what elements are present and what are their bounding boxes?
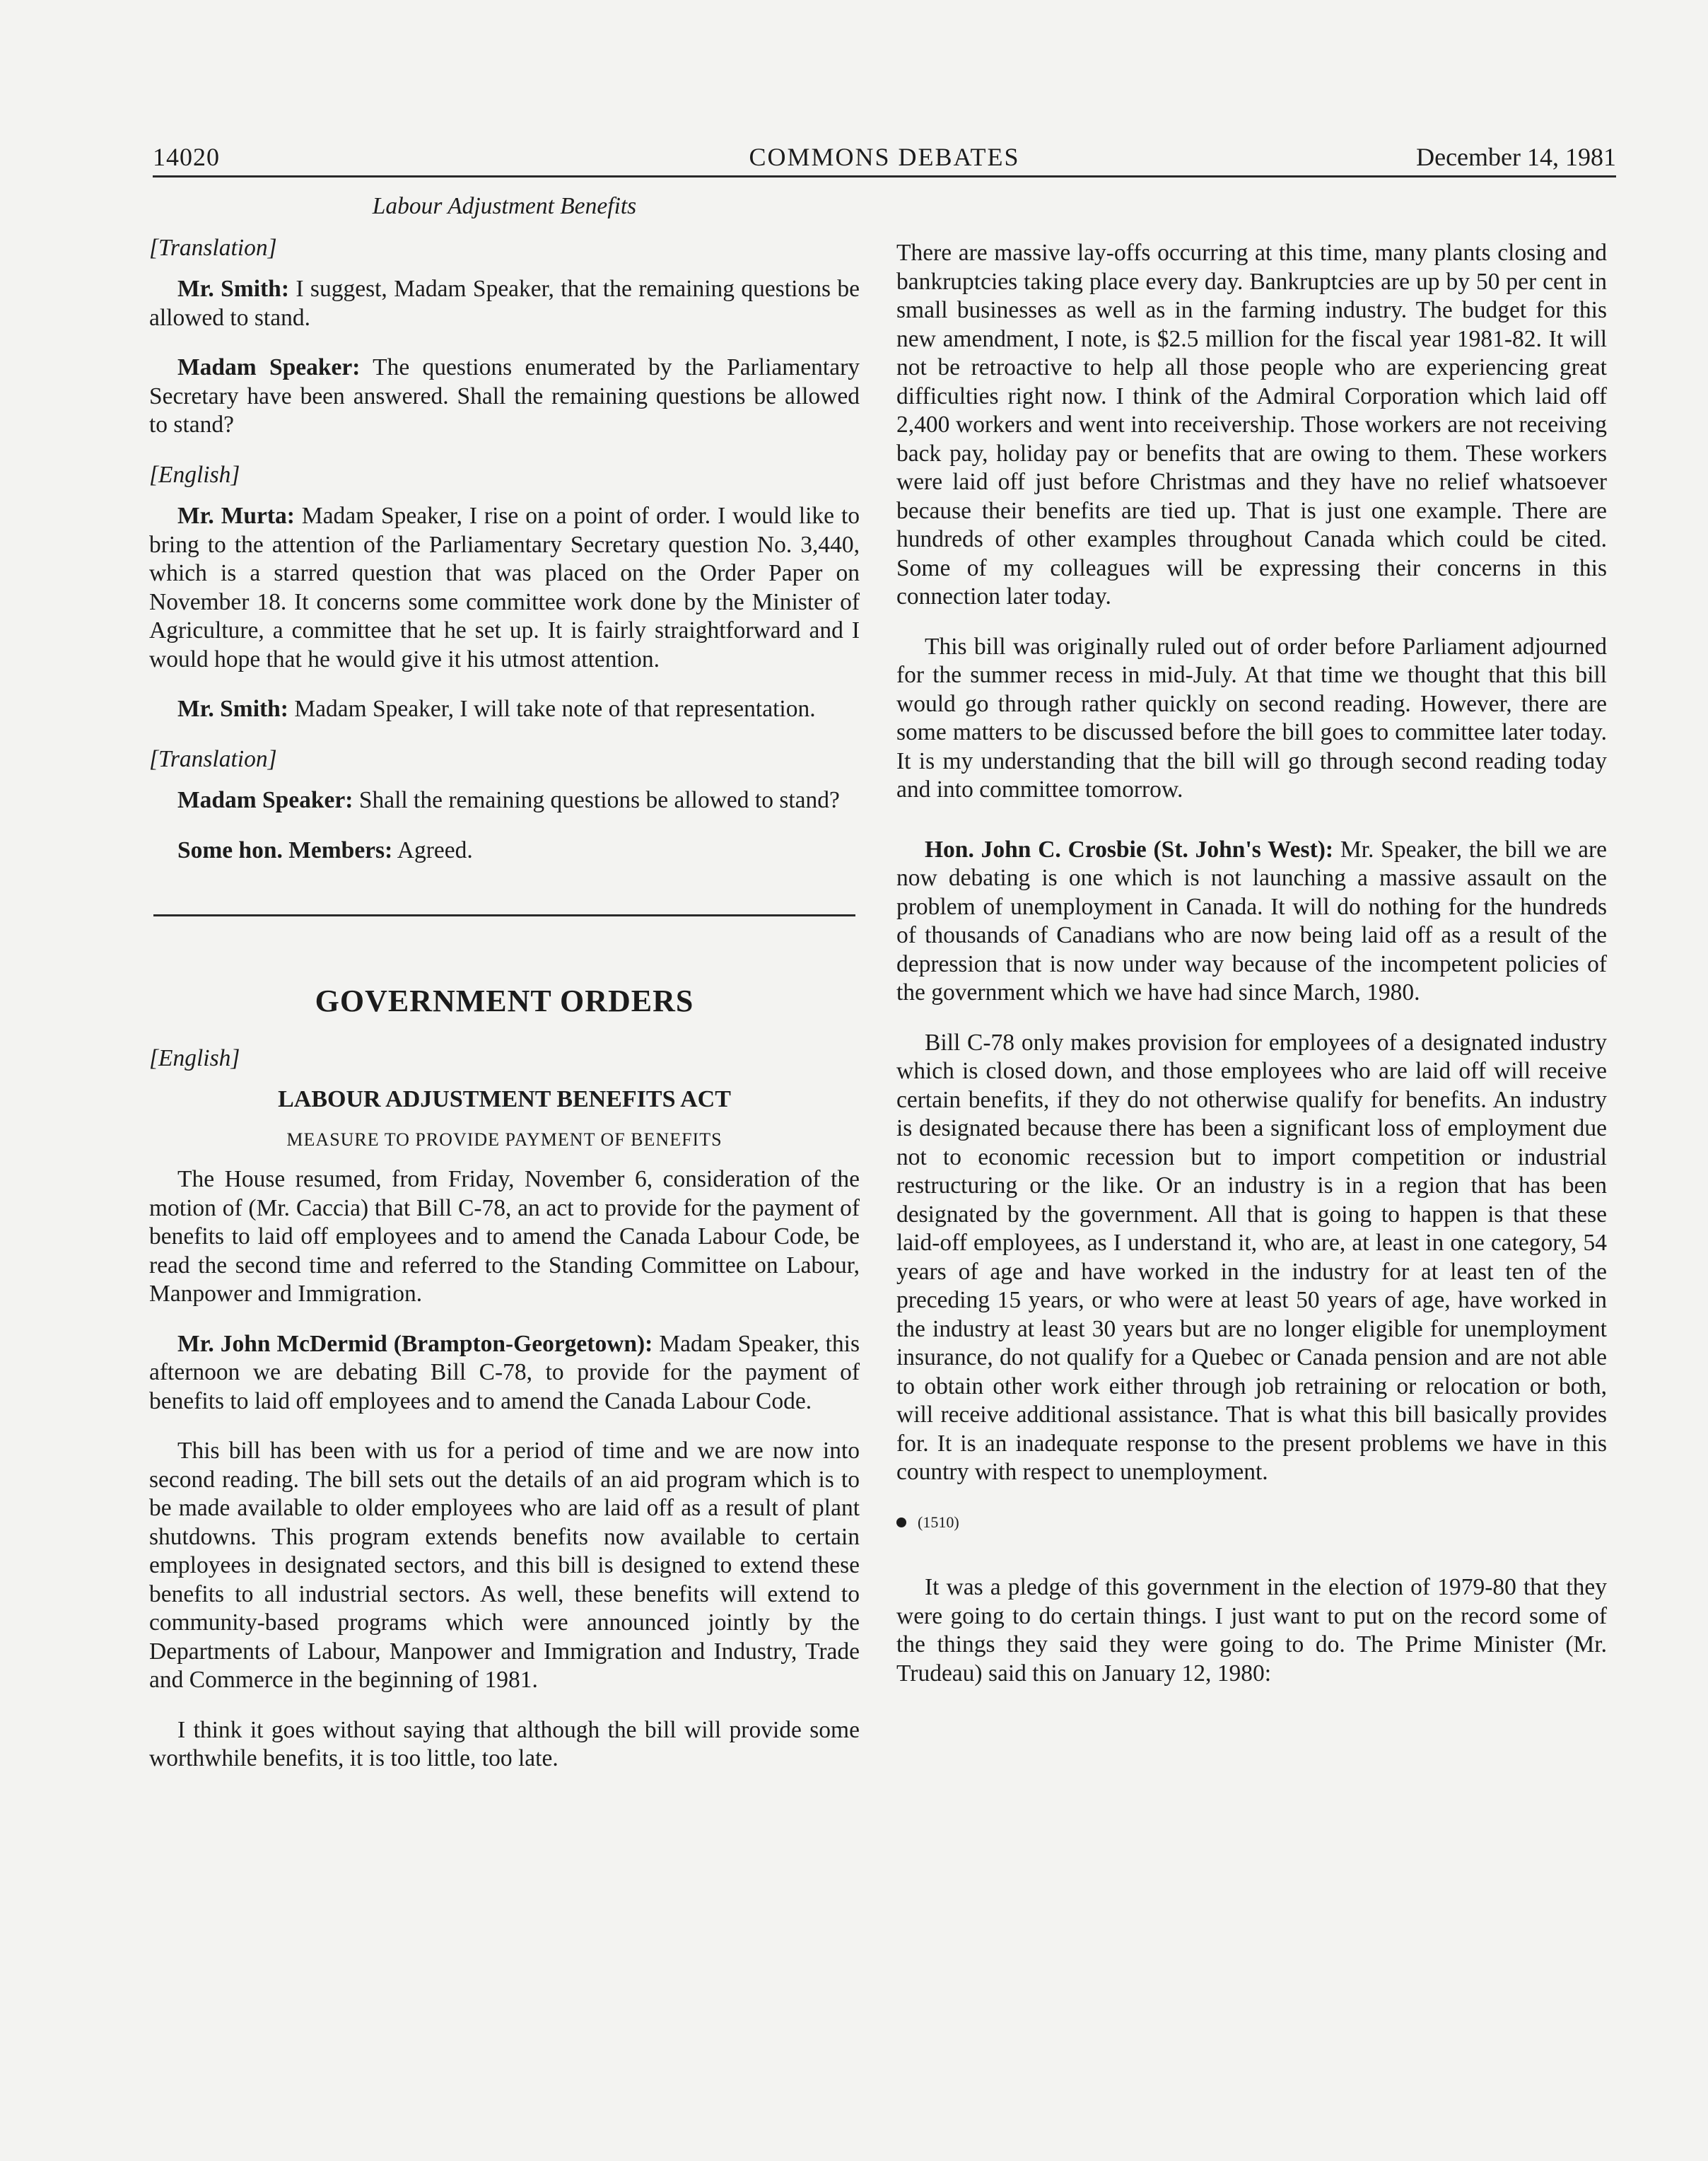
speech-paragraph: There are massive lay-offs occurring at this time, many plants closing and bankruptcies taking place every day. Bankruptcies are up by 50 per cent in small businesses as well as in the farming industry. The budget for this new amendment, I note, is $2.5 million for the fiscal year 1981-82. It will not be retroactive to help all those people who are experiencing great difficulties right now. I think of the Admiral Corporation which laid off 2,400 workers and went into receivership. Those workers are not receiving back pay, holiday pay or benefits that are owing to them. These workers were laid off just before Christmas and they have no relief whatsoever because their benefits are tied up. That is just one example. There are hundreds of other examples throughout Canada which could be cited. Some of my colleagues will be expressing their concerns in this connection later today.	[896, 240, 1607, 610]
speech-text: Mr. Speaker, the bill we are now debating is one which is not launching a massive assault on the problem of unemployment in Canada. It will do nothing for the hundreds of thousands of Canadians who are now being laid off as a result of the depression that is now under way because of the incompetent policies of the government which we have had since March, 1980.	[896, 836, 1607, 1006]
publication-title: COMMONS DEBATES	[749, 143, 1020, 171]
speech-paragraph	[149, 1330, 860, 1416]
bullet-icon	[896, 1518, 906, 1527]
motion-paragraph: The House resumed, from Friday, November 6, consideration of the motion of (Mr. Caccia) that Bill C-78, an act to provide for the payment of benefits to laid off employees and to amend the Canada Labour Code, be read the second time and referred to the Standing Committee on Labour, Manpower and Immigration.	[149, 1166, 860, 1307]
speech-paragraph	[149, 695, 860, 724]
language-tag: [Translation]	[149, 234, 277, 261]
measure-subtitle: MEASURE TO PROVIDE PAYMENT OF BENEFITS	[286, 1129, 723, 1150]
header-rule	[153, 175, 1616, 177]
speech-text: The questions enumerated by the Parliamentary Secretary have been answered. Shall the remaining questions be allowed to stand?	[149, 354, 860, 438]
speech-text: Agreed.	[392, 837, 473, 863]
section-divider	[153, 914, 855, 916]
speaker-name: Hon. John C. Crosbie (St. John's West):	[925, 836, 1334, 863]
language-tag: [Translation]	[149, 745, 277, 772]
speaker-name: Madam Speaker:	[177, 354, 361, 380]
speech-text: Shall the remaining questions be allowed to stand?	[353, 787, 840, 813]
speech-text: I suggest, Madam Speaker, that the remaining questions be allowed to stand.	[149, 276, 860, 331]
page-date: December 14, 1981	[1416, 143, 1616, 171]
speech-paragraph	[149, 275, 860, 332]
page-number: 14020	[153, 143, 220, 171]
speaker-name: Mr. Murta:	[177, 503, 295, 529]
speech-paragraph	[149, 502, 860, 674]
left-column	[149, 192, 860, 1795]
speech-text: Madam Speaker, I will take note of that representation.	[288, 696, 816, 722]
language-tag: [English]	[149, 1044, 240, 1071]
speech-text: Madam Speaker, this afternoon we are debating Bill C-78, to provide for the payment of benefits to laid off employees and to amend the Canada Labour Code.	[149, 1330, 860, 1414]
language-tag: [English]	[149, 461, 240, 488]
section-title: GOVERNMENT ORDERS	[315, 984, 694, 1018]
speaker-name: Mr. Smith:	[177, 696, 288, 722]
topic-heading: Labour Adjustment Benefits	[372, 193, 637, 219]
speech-paragraph: Bill C-78 only makes provision for employees of a designated industry which is closed down, and those employees who are laid off will receive certain benefits, if they do not otherwise qualify for benefits. An industry is designated because there has been a significant loss of employment due not to economic recession but to import competition or industrial restructuring or the like. Or an industry is in a region that has been designated by the government. All that is going to happen is that these laid-off employees, as I understand it, who are, at least in one category, 54 years of age and have worked in the industry for at least ten of the preceding 15 years, or who were at least 50 years of age, have worked in the industry at least 30 years but are no longer eligible for unemployment insurance, do not qualify for a Quebec or Canada pension and are not able to obtain other work either through job retraining or relocation or both, will receive additional assistance. That is what this bill basically provides for. It is an inadequate response to the present problems we have in this country with respect to unemployment.	[896, 1029, 1607, 1485]
page-header	[153, 139, 1616, 175]
speaker-name: Madam Speaker:	[177, 787, 353, 813]
speech-paragraph: It was a pledge of this government in the election of 1979-80 that they were going to do certain things. I just want to put on the record some of the things they said they were going to do. The Prime Minister (Mr. Trudeau) said this on January 12, 1980:	[896, 1574, 1607, 1687]
speaker-name: Mr. Smith:	[177, 276, 289, 302]
speech-paragraph	[149, 354, 860, 440]
speaker-name: Mr. John McDermid (Brampton-Georgetown):	[177, 1330, 653, 1357]
speech-paragraph	[149, 786, 860, 815]
speech-paragraph	[149, 837, 860, 866]
time-marker	[896, 1508, 1607, 1537]
speech-paragraph: This bill has been with us for a period of time and we are now into second reading. The bill sets out the details of an aid program which is to be made available to older employees who are laid off as a result of plant shutdowns. This program extends benefits now available to certain employees in designated sectors, and this bill is designed to extend these benefits to all industrial sectors. As well, these benefits will extend to community-based programs which were announced jointly by the Departments of Labour, Manpower and Immigration and Industry, Trade and Commerce in the beginning of 1981.	[149, 1438, 860, 1693]
speaker-name: Some hon. Members:	[177, 837, 393, 863]
right-column	[896, 239, 1607, 1709]
speech-paragraph	[896, 836, 1607, 1008]
speech-text: Madam Speaker, I rise on a point of order. I would like to bring to the attention of the Parliamentary Secretary question No. 3,440, which is a starred question that was placed on the Order Paper on November 18. It concerns some committee work done by the Minister of Agriculture, a committee that he set up. It is fairly straightforward and I would hope that he would give it his utmost attention.	[149, 503, 860, 672]
act-title: LABOUR ADJUSTMENT BENEFITS ACT	[278, 1086, 731, 1112]
speech-paragraph: This bill was originally ruled out of order before Parliament adjourned for the summer recess in mid-July. At that time we thought that this bill would go through rather quickly on second reading. However, there are some matters to be discussed before the bill goes to committee later today. It is my understanding that the bill will go through second reading today and into committee tomorrow.	[896, 633, 1607, 803]
speech-paragraph: I think it goes without saying that although the bill will provide some worthwhile benefits, it is too little, too late.	[149, 1716, 860, 1771]
time-marker-text: (1510)	[918, 1513, 959, 1531]
